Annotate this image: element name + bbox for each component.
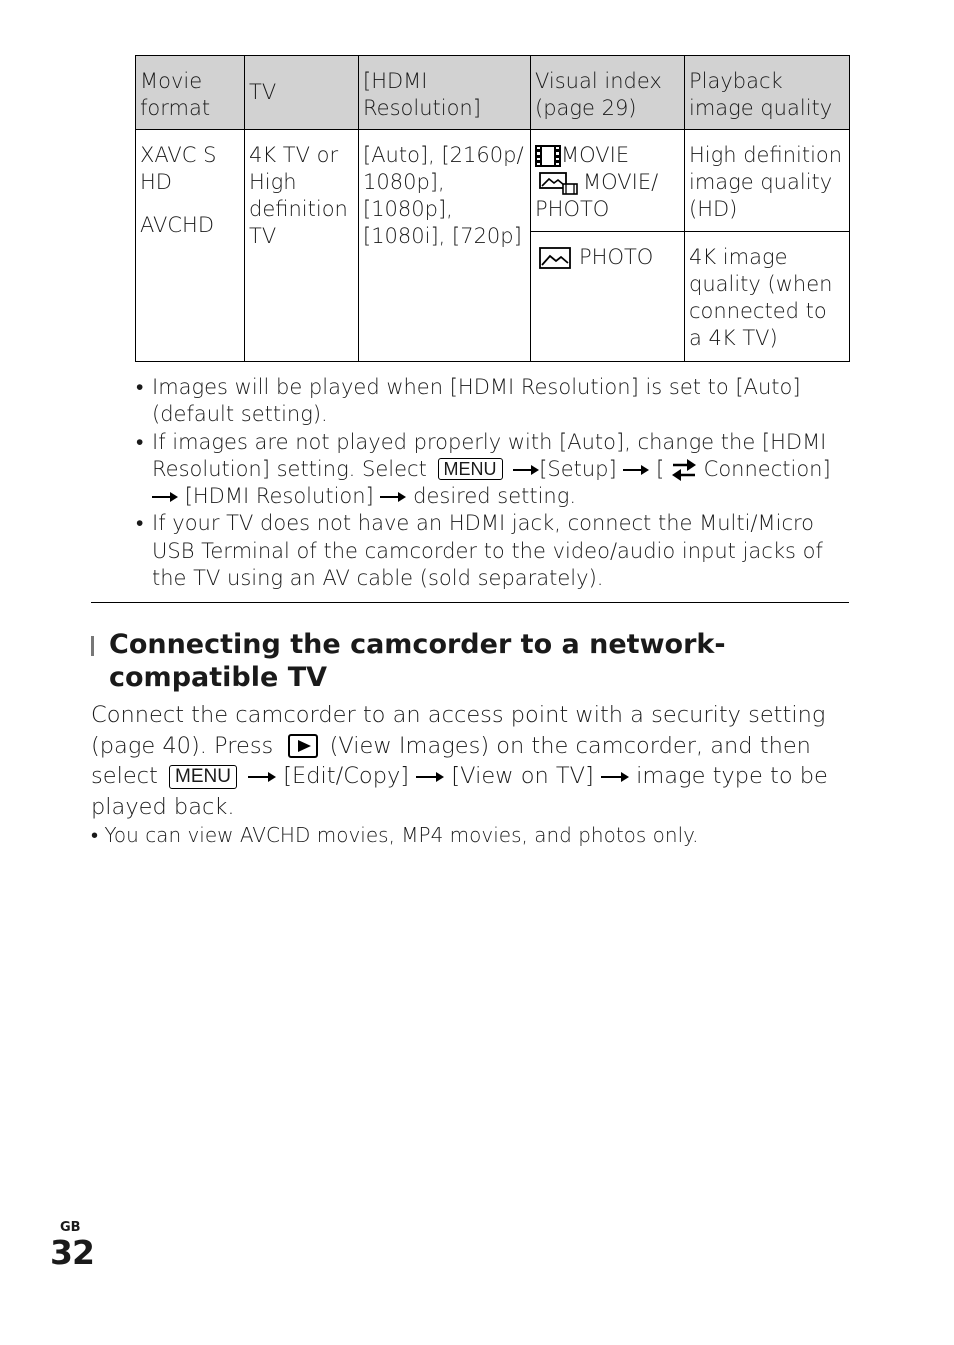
- list-item: [136, 510, 848, 592]
- cell-tv: 4K TV or High definition TV: [245, 130, 359, 362]
- body-image-type: image type to be played back.: [91, 763, 828, 820]
- header-visual-index: Visual index (page 29): [531, 56, 685, 130]
- hdmi-playback-table: [135, 55, 850, 362]
- note-change-resolution: If images are not played properly with [Auto], change the [HDMI Resolution] setting. Select: [152, 429, 827, 481]
- photo-icon: [539, 246, 573, 270]
- connection-icon: [671, 458, 697, 482]
- visual-index-photo-label: PHOTO: [579, 245, 654, 269]
- section-title: Connecting the camcorder to a network-compatible TV: [109, 629, 726, 693]
- section-note: • You can view AVCHD movies, MP4 movies, and photos only.: [91, 823, 699, 847]
- body-connect: Connect the camcorder to an access point with a security setting (page 40). Press: [91, 702, 826, 759]
- body-view-images: (View Images) on the camcorder, and then select: [91, 732, 811, 789]
- cell-quality-hd: High definition image quality (HD): [685, 130, 850, 232]
- section-body: [91, 700, 849, 822]
- cell-visual-index-photo: [531, 232, 685, 362]
- list-item: [136, 429, 848, 511]
- edit-copy-menu: [Edit/Copy]: [283, 763, 410, 789]
- arrow-right-icon: [513, 465, 539, 475]
- visual-index-movie-photo-label: MOVIE/: [583, 170, 659, 194]
- notes-list: [136, 374, 848, 592]
- header-movie-format: Movie format: [136, 56, 245, 130]
- bullet: •: [136, 429, 144, 454]
- view-on-tv-menu: [View on TV]: [451, 763, 594, 789]
- format-xavc: XAVC S HD: [140, 143, 217, 194]
- desired-setting: desired setting.: [413, 484, 576, 509]
- bullet: •: [136, 375, 144, 399]
- table-row: [136, 130, 850, 232]
- format-avchd: AVCHD: [140, 213, 215, 237]
- arrow-right-icon: [601, 772, 629, 782]
- cell-movie-format: [136, 130, 245, 362]
- arrow-right-icon: [416, 772, 444, 782]
- page-number: 32: [50, 1233, 94, 1272]
- header-tv: TV: [245, 56, 359, 130]
- setup-menu: [Setup]: [539, 456, 617, 481]
- header-playback-quality: Playback image quality: [685, 56, 850, 130]
- note-hdmi-auto: Images will be played when [HDMI Resolution] is set to [Auto] (default setting).: [152, 375, 801, 427]
- note-av-cable: If your TV does not have an HDMI jack, connect the Multi/Micro USB Terminal of the camcorder to the video/audio input jacks of the TV using an AV cable (sold separately).: [152, 511, 823, 591]
- cell-hdmi-resolution: [Auto], [2160p/ 1080p], [1080p], [1080i], [720p]: [359, 130, 531, 362]
- bullet: •: [136, 511, 144, 536]
- menu-key: MENU: [438, 458, 503, 480]
- table-header-row: [136, 56, 850, 130]
- header-hdmi-resolution: [HDMI Resolution]: [359, 56, 531, 130]
- visual-index-movie-photo-cont: PHOTO: [535, 197, 610, 221]
- section-divider: [91, 602, 849, 603]
- cell-quality-4k: 4K image quality (when connected to a 4K TV): [685, 232, 850, 362]
- view-images-icon: [288, 734, 318, 758]
- arrow-right-icon: [380, 492, 406, 502]
- connection-menu: Connection]: [703, 456, 831, 481]
- hdmi-resolution-menu: [HDMI Resolution]: [184, 484, 374, 509]
- menu-key: MENU: [169, 765, 237, 789]
- language-code: GB: [60, 1220, 81, 1235]
- arrow-right-icon: [248, 772, 276, 782]
- section-marker: [91, 636, 94, 656]
- bracket-open: [: [656, 456, 665, 481]
- arrow-right-icon: [152, 492, 178, 502]
- visual-index-movie-label: MOVIE: [561, 143, 630, 167]
- movie-film-icon: [535, 145, 561, 167]
- arrow-right-icon: [623, 465, 649, 475]
- cell-visual-index-movie: [531, 130, 685, 232]
- list-item: [136, 374, 848, 429]
- movie-photo-icon: [539, 171, 579, 195]
